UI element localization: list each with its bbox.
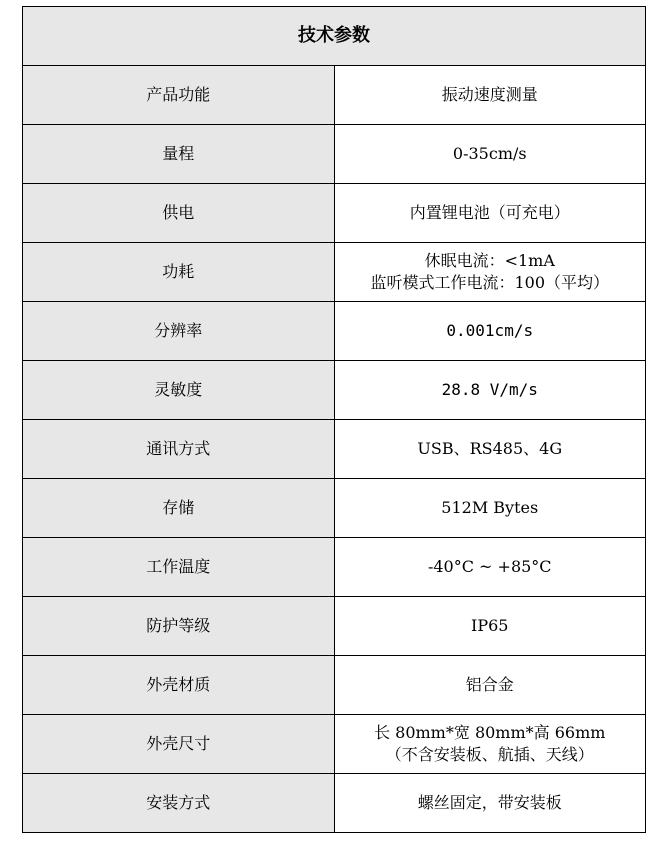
row-value-line: IP65 xyxy=(471,616,509,635)
table-row xyxy=(23,243,646,302)
row-label: 通讯方式 xyxy=(23,420,335,479)
row-value xyxy=(334,184,646,243)
row-label: 工作温度 xyxy=(23,538,335,597)
row-label: 功耗 xyxy=(23,243,335,302)
table-row xyxy=(23,597,646,656)
row-value-line: 振动速度测量 xyxy=(441,85,538,104)
table-header-row xyxy=(23,7,646,66)
table-row xyxy=(23,125,646,184)
row-value-line: 监听模式工作电流：100（平均） xyxy=(370,273,610,292)
row-value xyxy=(334,361,646,420)
row-value-line: 28.8 V/m/s xyxy=(441,380,538,399)
row-value-line: 0-35cm/s xyxy=(452,144,527,163)
row-label: 外壳材质 xyxy=(23,656,335,715)
row-label: 供电 xyxy=(23,184,335,243)
row-value xyxy=(334,420,646,479)
table-row xyxy=(23,774,646,833)
table-row xyxy=(23,538,646,597)
row-label: 灵敏度 xyxy=(23,361,335,420)
row-label: 防护等级 xyxy=(23,597,335,656)
table-row xyxy=(23,715,646,774)
row-value-line: （不含安装板、航插、天线） xyxy=(385,745,594,764)
row-label: 外壳尺寸 xyxy=(23,715,335,774)
row-value xyxy=(334,479,646,538)
table-row xyxy=(23,66,646,125)
row-value-line: 铝合金 xyxy=(465,675,514,694)
spec-table xyxy=(22,6,646,833)
row-value xyxy=(334,715,646,774)
row-value-line: 螺丝固定，带安装板 xyxy=(417,793,562,812)
table-row xyxy=(23,302,646,361)
table-row xyxy=(23,184,646,243)
table-title: 技术参数 xyxy=(23,7,646,66)
row-label: 量程 xyxy=(23,125,335,184)
row-label: 存储 xyxy=(23,479,335,538)
row-label: 产品功能 xyxy=(23,66,335,125)
row-value xyxy=(334,243,646,302)
row-value-line: -40°C ~ +85°C xyxy=(427,557,552,576)
row-value xyxy=(334,656,646,715)
row-value xyxy=(334,538,646,597)
row-value-line: 休眠电流：<1mA xyxy=(424,251,555,270)
row-label: 分辨率 xyxy=(23,302,335,361)
row-value-line: 长 80mm*宽 80mm*高 66mm xyxy=(374,723,606,742)
row-value-line: 内置锂电池（可充电） xyxy=(409,203,570,222)
row-value xyxy=(334,302,646,361)
table-row xyxy=(23,656,646,715)
row-value xyxy=(334,774,646,833)
row-value-line: 0.001cm/s xyxy=(446,321,534,340)
table-row xyxy=(23,479,646,538)
row-value-line: 512M Bytes xyxy=(441,498,539,517)
row-value xyxy=(334,597,646,656)
row-value xyxy=(334,125,646,184)
row-label: 安装方式 xyxy=(23,774,335,833)
table-row xyxy=(23,420,646,479)
row-value xyxy=(334,66,646,125)
table-row xyxy=(23,361,646,420)
row-value-line: USB、RS485、4G xyxy=(417,439,563,458)
